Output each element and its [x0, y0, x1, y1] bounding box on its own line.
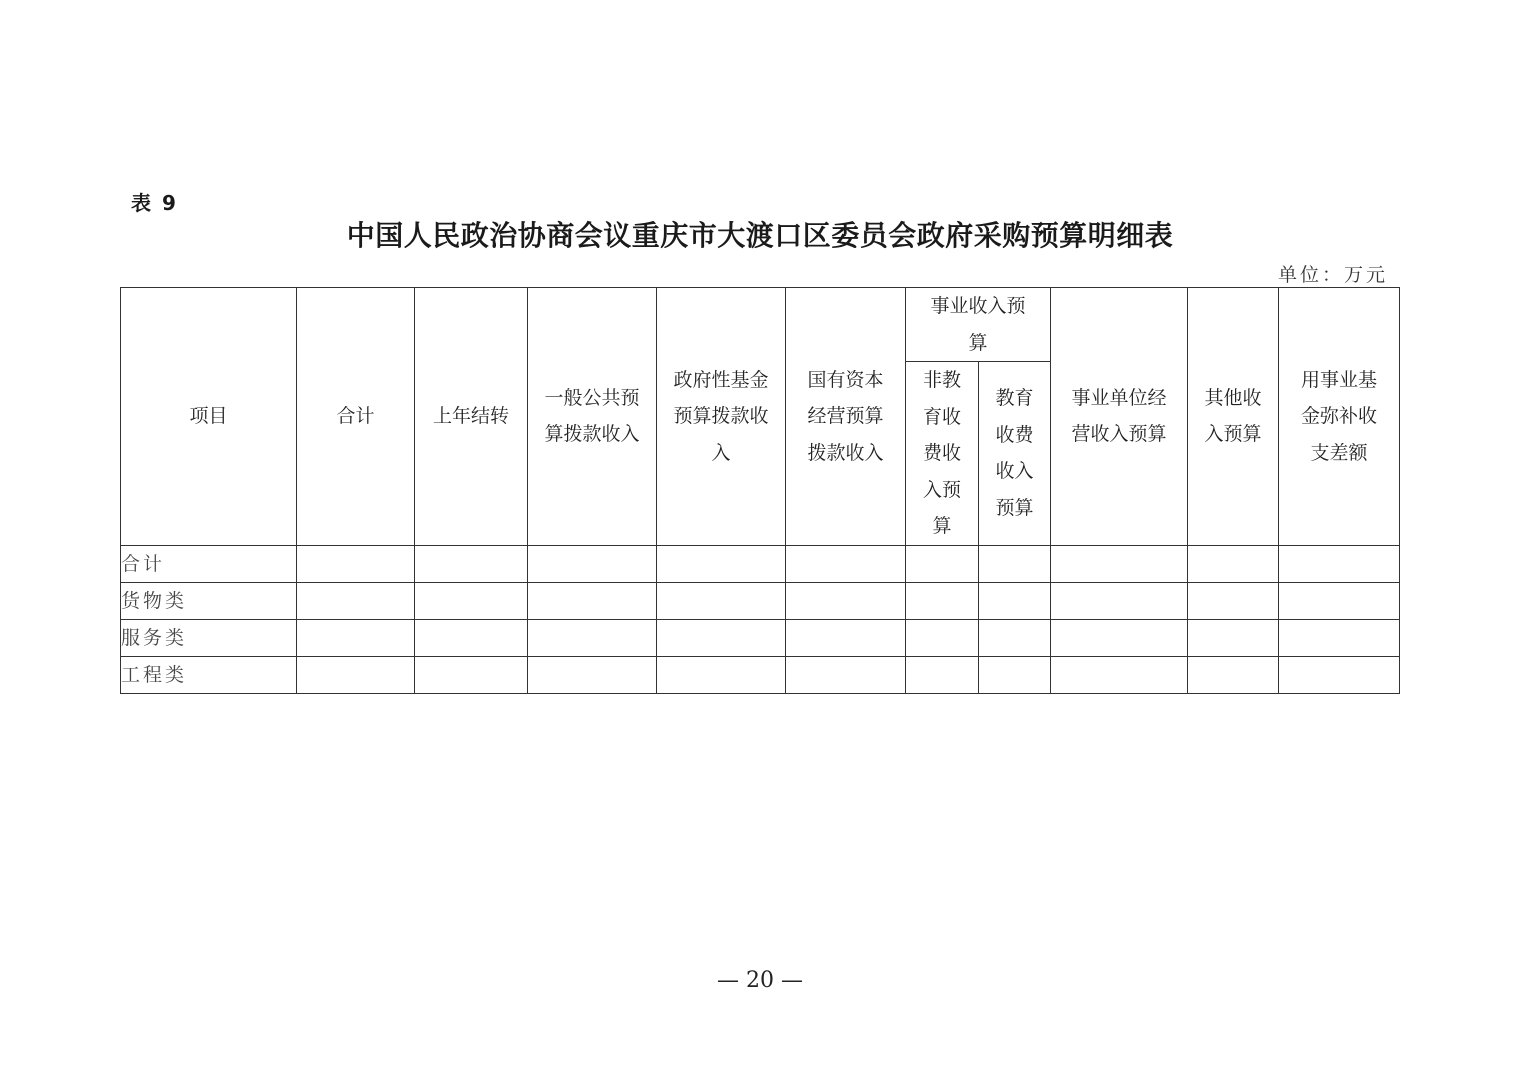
- table-cell: [979, 619, 1051, 656]
- header-project: 项目: [121, 288, 297, 546]
- table-row: [121, 656, 1400, 693]
- table-cell: [979, 656, 1051, 693]
- table-cell: [415, 545, 528, 582]
- header-fund-offset: 用事业基金弥补收支差额: [1279, 288, 1400, 546]
- page-number: — 20 —: [717, 968, 803, 993]
- table-cell: [1188, 656, 1279, 693]
- table-cell: [1051, 656, 1188, 693]
- table-cell: [1279, 656, 1400, 693]
- table-cell: [297, 619, 415, 656]
- row-label: 工程类: [121, 656, 297, 693]
- header-non-edu-fee: 非教育收费收入预算: [906, 362, 979, 546]
- table-cell: [979, 545, 1051, 582]
- header-gov-fund: 政府性基金预算拨款收入: [657, 288, 786, 546]
- table-cell: [786, 545, 906, 582]
- table-cell: [528, 656, 657, 693]
- table-cell: [297, 582, 415, 619]
- header-general-budget: 一般公共预算拨款收入: [528, 288, 657, 546]
- document-title: 中国人民政治协商会议重庆市大渡口区委员会政府采购预算明细表: [346, 219, 1174, 252]
- table-cell: [657, 619, 786, 656]
- table-cell: [1279, 582, 1400, 619]
- unit-label: 单位：万元: [1277, 264, 1388, 286]
- procurement-budget-table: [120, 287, 1400, 694]
- table-cell: [979, 582, 1051, 619]
- table-cell: [906, 619, 979, 656]
- table-row: [121, 619, 1400, 656]
- table-cell: [1188, 545, 1279, 582]
- table-cell: [415, 656, 528, 693]
- table-number: 表 9: [131, 191, 178, 215]
- table-cell: [906, 582, 979, 619]
- header-career-income: 事业收入预算: [906, 288, 1051, 362]
- header-edu-fee: 教育收费收入预算: [979, 362, 1051, 546]
- header-state-capital: 国有资本经营预算拨款收入: [786, 288, 906, 546]
- table-cell: [786, 619, 906, 656]
- header-total: 合计: [297, 288, 415, 546]
- table-cell: [786, 656, 906, 693]
- table-cell: [415, 582, 528, 619]
- table-cell: [1051, 582, 1188, 619]
- table-cell: [906, 545, 979, 582]
- header-operating: 事业单位经营收入预算: [1051, 288, 1188, 546]
- table-cell: [906, 656, 979, 693]
- row-label: 货物类: [121, 582, 297, 619]
- header-carryover: 上年结转: [415, 288, 528, 546]
- table-cell: [1051, 619, 1188, 656]
- header-other: 其他收入预算: [1188, 288, 1279, 546]
- table-cell: [528, 582, 657, 619]
- table-row: [121, 582, 1400, 619]
- row-label: 合计: [121, 545, 297, 582]
- table-cell: [1188, 619, 1279, 656]
- row-label: 服务类: [121, 619, 297, 656]
- table-cell: [297, 656, 415, 693]
- table-cell: [657, 582, 786, 619]
- table-cell: [297, 545, 415, 582]
- table-cell: [1188, 582, 1279, 619]
- table-cell: [415, 619, 528, 656]
- table-cell: [528, 545, 657, 582]
- table-cell: [657, 656, 786, 693]
- table-cell: [786, 582, 906, 619]
- table-cell: [528, 619, 657, 656]
- table-cell: [1279, 545, 1400, 582]
- table-cell: [657, 545, 786, 582]
- table-cell: [1279, 619, 1400, 656]
- table-row: [121, 545, 1400, 582]
- table-cell: [1051, 545, 1188, 582]
